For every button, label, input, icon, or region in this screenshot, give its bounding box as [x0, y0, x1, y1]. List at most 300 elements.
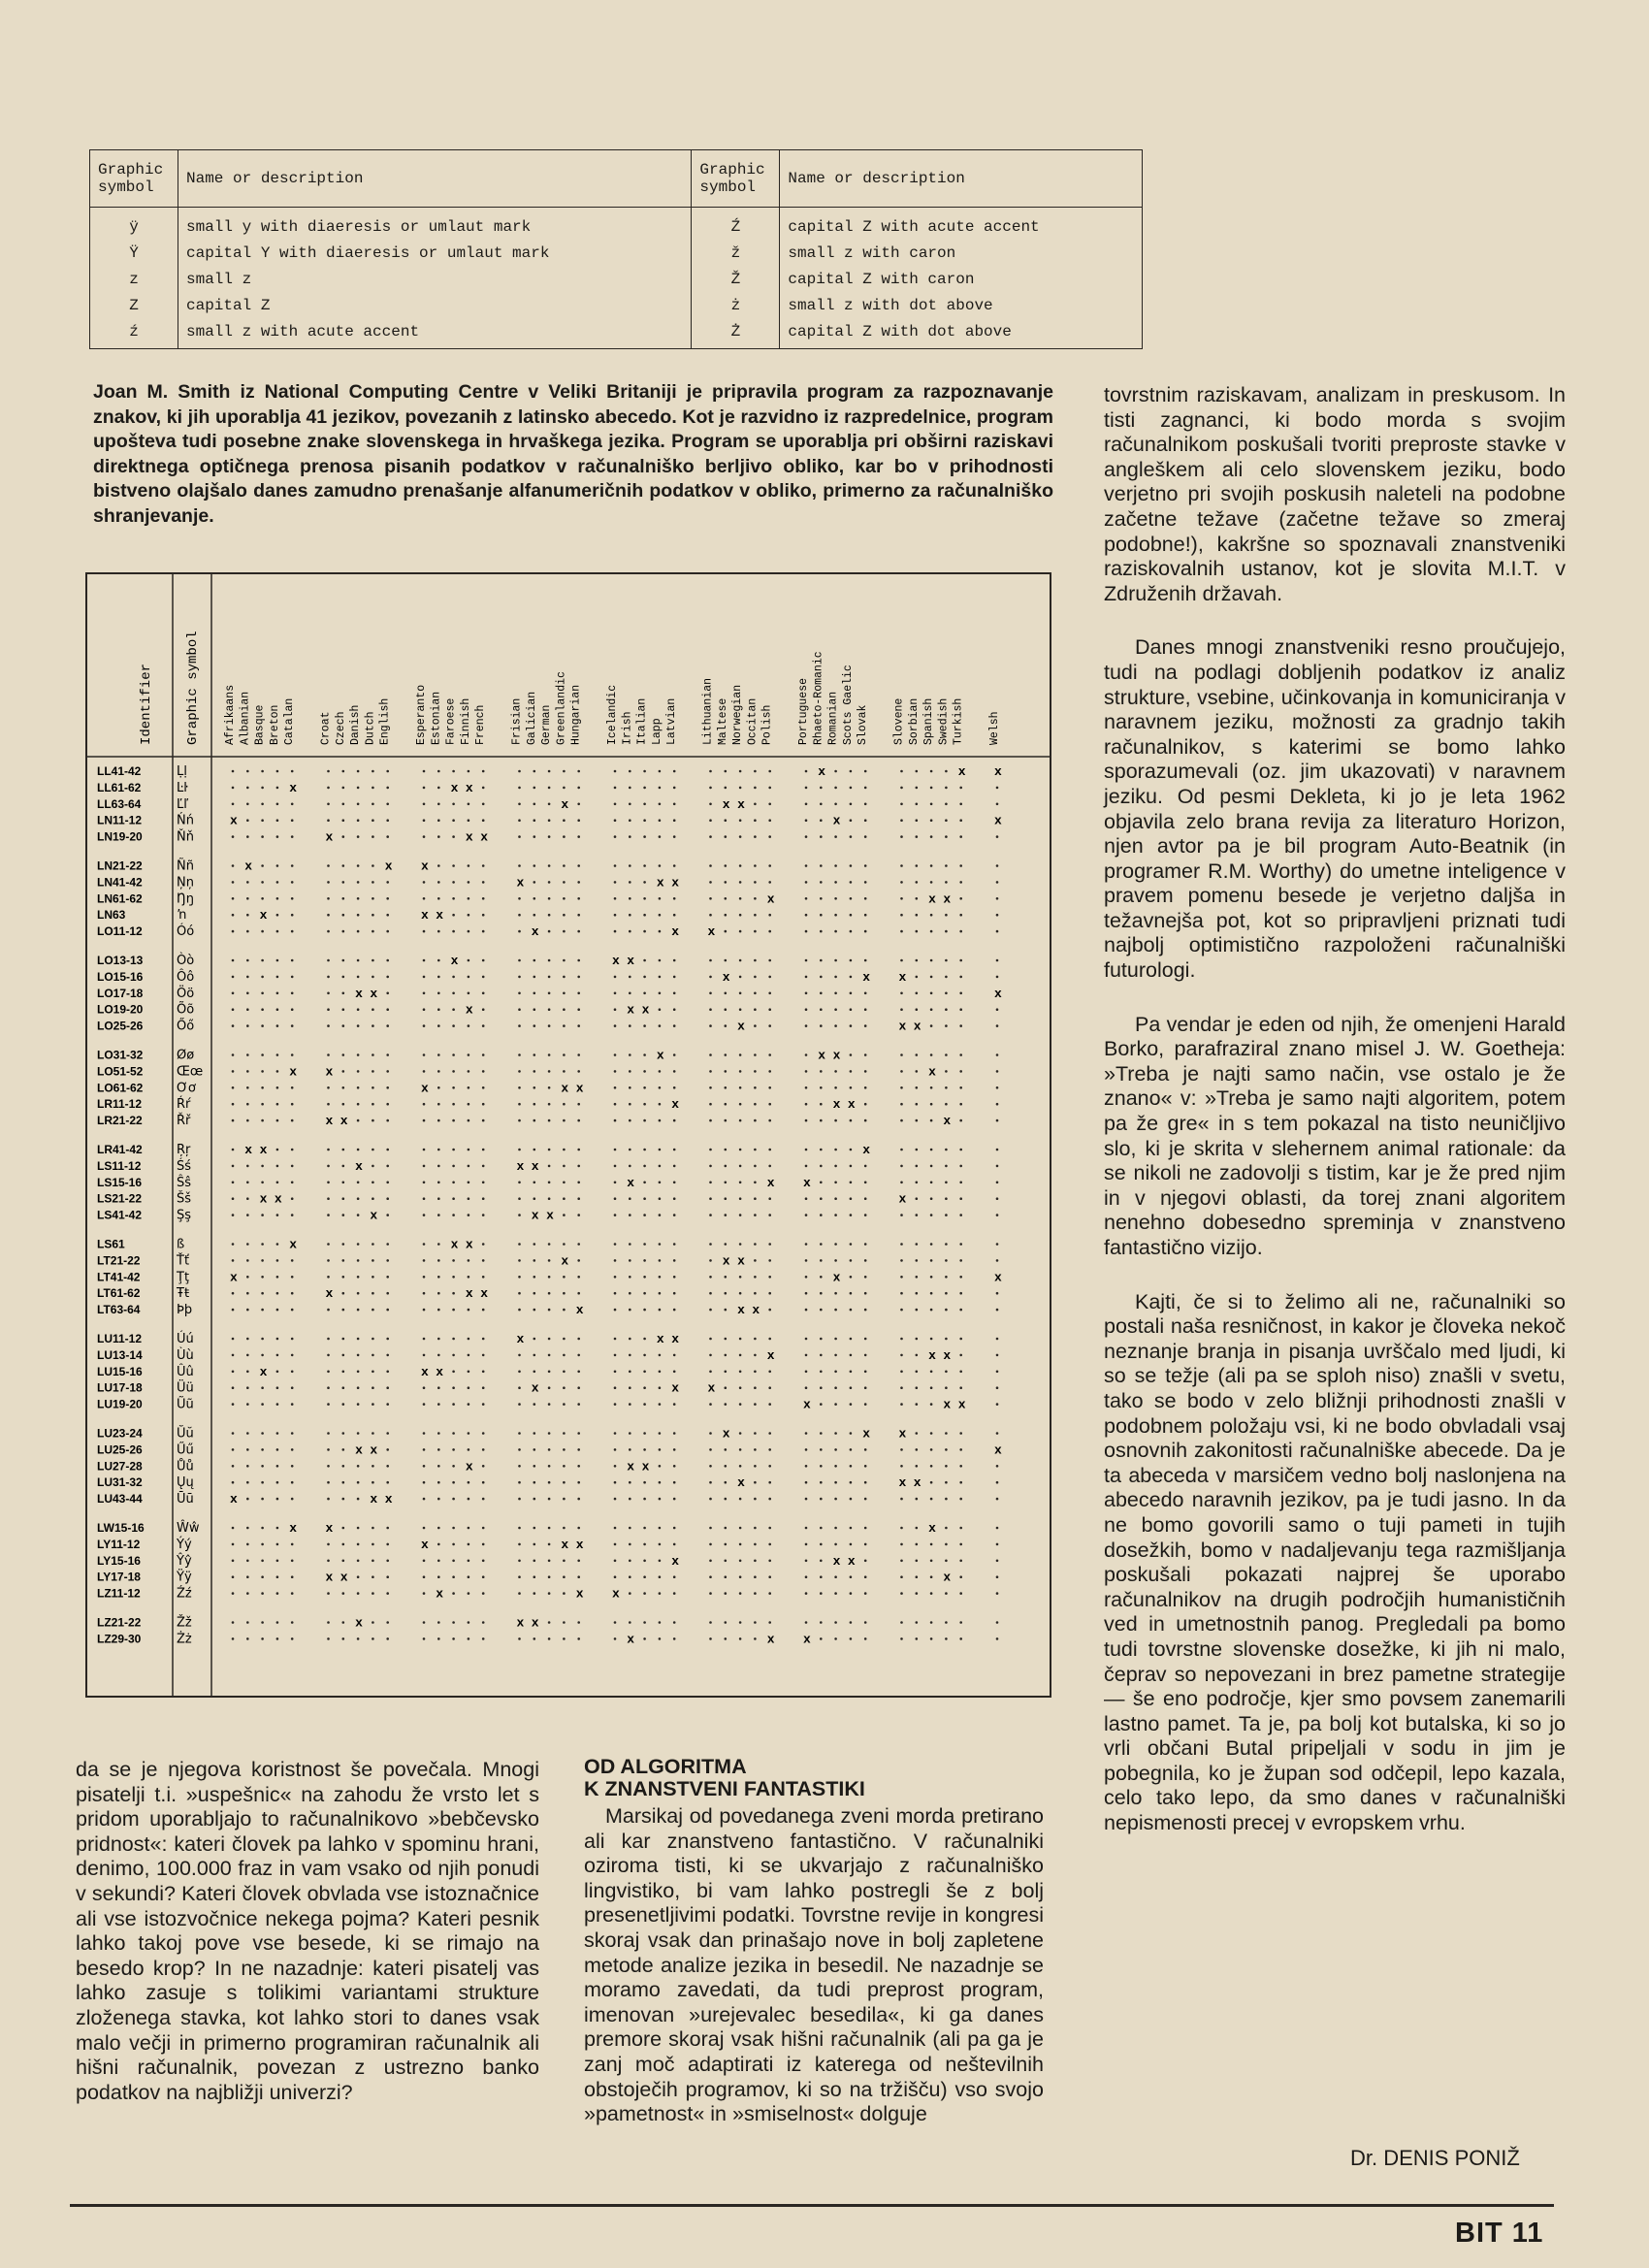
matrix-mark-dot — [386, 1448, 389, 1451]
matrix-mark-dot — [768, 1621, 771, 1624]
matrix-mark-dot — [850, 1465, 853, 1468]
matrix-mark-dot — [996, 897, 999, 900]
matrix-mark-dot — [482, 976, 485, 979]
matrix-mark-dot — [518, 1560, 521, 1563]
matrix-mark-dot — [468, 881, 470, 884]
matrix-mark-dot — [805, 1465, 808, 1468]
matrix-mark-dot — [518, 1637, 521, 1640]
matrix-mark-dot — [437, 1498, 440, 1501]
row-identifier: LO31-32 — [97, 1048, 144, 1062]
matrix-mark-dot — [276, 1575, 279, 1578]
matrix-mark-dot — [357, 787, 360, 790]
matrix-mark-dot — [482, 1070, 485, 1073]
matrix-mark-dot — [629, 1527, 631, 1530]
row-symbol: Ŋŋ — [177, 891, 194, 907]
row-symbol: ŉ — [177, 908, 187, 923]
matrix-mark-dot — [864, 1259, 867, 1262]
matrix-mark-dot — [629, 1560, 631, 1563]
matrix-mark-dot — [959, 959, 962, 962]
matrix-mark-dot — [725, 1403, 728, 1406]
matrix-mark-dot — [850, 1008, 853, 1011]
matrix-mark-dot — [768, 976, 771, 979]
matrix-mark-dot — [768, 1432, 771, 1435]
matrix-mark-dot — [916, 1338, 919, 1341]
matrix-mark-dot — [805, 1214, 808, 1216]
matrix-mark-dot — [834, 1403, 837, 1406]
matrix-mark-x: x — [612, 1586, 620, 1602]
matrix-mark-x: x — [370, 1442, 378, 1458]
matrix-mark-dot — [643, 1086, 646, 1089]
matrix-mark-dot — [261, 803, 264, 806]
matrix-mark-dot — [930, 930, 933, 933]
matrix-mark-dot — [659, 1498, 662, 1501]
row-symbol: Ńń — [177, 813, 194, 828]
matrix-mark-dot — [548, 1386, 551, 1389]
matrix-mark-dot — [930, 914, 933, 917]
matrix-mark-x: x — [847, 1553, 856, 1569]
matrix-mark-dot — [805, 1292, 808, 1295]
matrix-mark-x: x — [259, 1364, 268, 1379]
row-symbol: Ņņ — [177, 875, 194, 891]
matrix-mark-dot — [482, 959, 485, 962]
matrix-mark-dot — [996, 1354, 999, 1357]
matrix-mark-dot — [452, 770, 455, 773]
matrix-mark-x: x — [656, 1048, 664, 1063]
matrix-mark-dot — [754, 1403, 757, 1406]
row-identifier: LT41-42 — [97, 1270, 141, 1284]
matrix-mark-dot — [629, 881, 631, 884]
language-label: Albanian — [239, 691, 252, 745]
matrix-mark-dot — [739, 1197, 742, 1200]
matrix-mark-dot — [805, 1338, 808, 1341]
matrix-mark-dot — [548, 1543, 551, 1546]
table-cell-name: capital Z — [178, 292, 692, 318]
matrix-mark-dot — [548, 1354, 551, 1357]
matrix-mark-dot — [261, 1259, 264, 1262]
matrix-mark-dot — [482, 1149, 485, 1151]
matrix-mark-dot — [643, 864, 646, 867]
matrix-mark-dot — [820, 1386, 823, 1389]
matrix-mark-dot — [643, 1165, 646, 1168]
matrix-mark-dot — [357, 1214, 360, 1216]
matrix-mark-dot — [563, 1243, 566, 1246]
matrix-mark-dot — [548, 930, 551, 933]
matrix-mark-dot — [291, 1354, 294, 1357]
matrix-mark-dot — [930, 1008, 933, 1011]
matrix-mark-dot — [548, 1259, 551, 1262]
matrix-mark-dot — [246, 976, 249, 979]
matrix-mark-dot — [291, 1575, 294, 1578]
matrix-mark-dot — [820, 881, 823, 884]
matrix-mark-dot — [437, 1070, 440, 1073]
matrix-mark-dot — [357, 914, 360, 917]
matrix-mark-x: x — [450, 1237, 459, 1252]
matrix-mark-x: x — [832, 1270, 841, 1285]
matrix-mark-dot — [900, 1498, 903, 1501]
matrix-mark-dot — [959, 1309, 962, 1312]
matrix-mark-dot — [276, 1149, 279, 1151]
matrix-mark-dot — [291, 881, 294, 884]
matrix-mark-dot — [437, 803, 440, 806]
matrix-mark-dot — [276, 992, 279, 995]
matrix-mark-dot — [357, 959, 360, 962]
matrix-mark-x: x — [847, 1097, 856, 1113]
matrix-mark-dot — [659, 1149, 662, 1151]
matrix-mark-dot — [673, 1403, 676, 1406]
matrix-mark-dot — [805, 835, 808, 838]
matrix-mark-dot — [386, 1165, 389, 1168]
matrix-mark-dot — [342, 819, 345, 822]
matrix-mark-dot — [739, 1149, 742, 1151]
matrix-mark-dot — [232, 1119, 235, 1122]
matrix-mark-dot — [739, 930, 742, 933]
matrix-mark-dot — [614, 1182, 617, 1184]
matrix-mark-dot — [482, 1165, 485, 1168]
matrix-mark-dot — [659, 1119, 662, 1122]
matrix-mark-dot — [468, 1386, 470, 1389]
matrix-mark-dot — [577, 1165, 580, 1168]
matrix-mark-dot — [864, 1621, 867, 1624]
matrix-mark-dot — [232, 1371, 235, 1374]
matrix-mark-dot — [739, 1432, 742, 1435]
matrix-mark-dot — [232, 1575, 235, 1578]
matrix-mark-dot — [246, 1243, 249, 1246]
matrix-mark-dot — [482, 787, 485, 790]
matrix-mark-dot — [327, 1498, 330, 1501]
row-identifier: LN63 — [97, 908, 126, 923]
paragraph: Danes mnogi znanstveniki resno proučujejo, tudi na podlagi dobljenih podatkov iz analiz strukture, vsebine, učinkovanja in komuniciranja v naravnem jeziku, možnosti za gradnjo takih računalnikov, s katerimi se bomo lahko sporazumevali (oz. jim ukazovati) v naravnem jeziku. Od pesmi Dekleta, ki jo je leta 1962 objavila zelo brana revija za literaturo Horizon, njen avtor pa je bil program Auto-Beatnik (in programer R.M. Worthy) do umetne inteligence v pravem pomenu besede je verjetno daljša in težavnejša pot, kot so pripravljeni priznati tudi najbolj optimistično razpoloženi računalniški futurologi. — [1104, 635, 1566, 983]
matrix-mark-dot — [916, 1182, 919, 1184]
matrix-mark-dot — [768, 1103, 771, 1106]
matrix-mark-dot — [659, 992, 662, 995]
matrix-mark-x: x — [671, 875, 680, 891]
matrix-mark-dot — [518, 992, 521, 995]
matrix-mark-dot — [754, 1371, 757, 1374]
matrix-mark-x: x — [355, 1158, 363, 1174]
table-row — [90, 292, 1143, 318]
matrix-mark-x: x — [575, 1586, 584, 1602]
matrix-mark-x: x — [244, 1143, 253, 1157]
matrix-mark-dot — [725, 770, 728, 773]
matrix-mark-dot — [945, 1149, 948, 1151]
matrix-mark-dot — [820, 1354, 823, 1357]
matrix-mark-dot — [916, 1119, 919, 1122]
section-heading — [584, 1756, 1044, 1800]
matrix-mark-dot — [709, 1403, 712, 1406]
matrix-mark-dot — [643, 881, 646, 884]
row-identifier: LU43-44 — [97, 1492, 143, 1507]
matrix-mark-dot — [276, 864, 279, 867]
matrix-mark-dot — [423, 1448, 426, 1451]
row-identifier: LY15-16 — [97, 1553, 141, 1568]
matrix-mark-x: x — [325, 1286, 334, 1302]
matrix-mark-dot — [916, 1292, 919, 1295]
matrix-mark-dot — [548, 1637, 551, 1640]
matrix-mark-dot — [342, 1560, 345, 1563]
matrix-mark-dot — [725, 1053, 728, 1056]
matrix-mark-dot — [629, 1403, 631, 1406]
matrix-mark-dot — [900, 787, 903, 790]
matrix-mark-dot — [246, 1070, 249, 1073]
matrix-mark-dot — [614, 787, 617, 790]
matrix-mark-dot — [629, 835, 631, 838]
matrix-mark-dot — [739, 1498, 742, 1501]
matrix-mark-dot — [709, 1575, 712, 1578]
matrix-mark-dot — [342, 1543, 345, 1546]
matrix-mark-dot — [423, 770, 426, 773]
matrix-mark-dot — [834, 770, 837, 773]
matrix-mark-dot — [629, 1371, 631, 1374]
row-identifier: LY17-18 — [97, 1570, 141, 1584]
row-symbol: Õõ — [177, 1002, 195, 1018]
matrix-mark-dot — [437, 1481, 440, 1484]
matrix-mark-dot — [709, 1481, 712, 1484]
matrix-mark-dot — [996, 787, 999, 790]
matrix-mark-dot — [437, 1276, 440, 1279]
matrix-mark-dot — [659, 1543, 662, 1546]
matrix-mark-dot — [548, 897, 551, 900]
matrix-mark-dot — [959, 864, 962, 867]
matrix-mark-dot — [820, 1024, 823, 1027]
matrix-mark-dot — [327, 1403, 330, 1406]
matrix-mark-dot — [232, 881, 235, 884]
row-identifier: LW15-16 — [97, 1521, 145, 1535]
matrix-mark-x: x — [898, 1475, 907, 1491]
table-cell-name: small z with caron — [780, 240, 1143, 266]
matrix-mark-dot — [754, 1214, 757, 1216]
matrix-mark-dot — [357, 1432, 360, 1435]
matrix-mark-dot — [357, 1637, 360, 1640]
matrix-mark-dot — [261, 1481, 264, 1484]
matrix-mark-x: x — [641, 1459, 650, 1474]
matrix-mark-dot — [437, 1621, 440, 1624]
matrix-mark-x: x — [898, 969, 907, 985]
matrix-mark-dot — [452, 1621, 455, 1624]
matrix-mark-dot — [643, 1403, 646, 1406]
matrix-mark-dot — [900, 1008, 903, 1011]
matrix-mark-dot — [452, 1338, 455, 1341]
matrix-mark-x: x — [957, 764, 966, 779]
matrix-mark-dot — [900, 1243, 903, 1246]
matrix-mark-dot — [614, 1338, 617, 1341]
matrix-mark-dot — [614, 819, 617, 822]
matrix-mark-dot — [548, 914, 551, 917]
matrix-mark-dot — [820, 803, 823, 806]
matrix-mark-dot — [864, 1354, 867, 1357]
matrix-mark-dot — [643, 1149, 646, 1151]
matrix-mark-dot — [850, 1543, 853, 1546]
matrix-mark-dot — [232, 1621, 235, 1624]
matrix-mark-dot — [246, 1592, 249, 1595]
matrix-mark-dot — [643, 1621, 646, 1624]
matrix-mark-dot — [739, 1008, 742, 1011]
matrix-mark-dot — [614, 1527, 617, 1530]
row-symbol: Ůů — [177, 1459, 194, 1474]
matrix-mark-dot — [261, 1432, 264, 1435]
matrix-mark-dot — [673, 1575, 676, 1578]
matrix-mark-x: x — [370, 1208, 378, 1223]
matrix-mark-dot — [805, 819, 808, 822]
matrix-mark-dot — [357, 835, 360, 838]
matrix-mark-dot — [437, 1338, 440, 1341]
matrix-mark-dot — [437, 1149, 440, 1151]
row-symbol: Ơơ — [177, 1081, 196, 1096]
matrix-mark-dot — [246, 1276, 249, 1279]
matrix-mark-dot — [548, 1197, 551, 1200]
matrix-mark-x: x — [862, 1426, 871, 1442]
matrix-mark-dot — [996, 1024, 999, 1027]
matrix-mark-dot — [754, 1149, 757, 1151]
matrix-mark-dot — [916, 976, 919, 979]
matrix-mark-dot — [563, 1149, 566, 1151]
language-label: Italian — [635, 697, 649, 745]
matrix-mark-dot — [468, 819, 470, 822]
matrix-mark-dot — [563, 930, 566, 933]
matrix-mark-dot — [357, 1008, 360, 1011]
matrix-mark-dot — [850, 835, 853, 838]
matrix-mark-dot — [357, 1292, 360, 1295]
matrix-mark-dot — [673, 914, 676, 917]
matrix-mark-dot — [709, 1637, 712, 1640]
matrix-mark-dot — [232, 1465, 235, 1468]
matrix-mark-x: x — [561, 1081, 569, 1096]
row-identifier: LZ29-30 — [97, 1632, 142, 1646]
matrix-mark-dot — [629, 1070, 631, 1073]
matrix-mark-dot — [437, 976, 440, 979]
language-label: Slovak — [857, 704, 870, 745]
matrix-mark-dot — [276, 1498, 279, 1501]
matrix-mark-dot — [452, 1371, 455, 1374]
matrix-mark-dot — [996, 1403, 999, 1406]
matrix-mark-dot — [673, 1149, 676, 1151]
language-label: Lithuanian — [701, 677, 715, 745]
matrix-mark-dot — [864, 1527, 867, 1530]
matrix-mark-dot — [739, 1621, 742, 1624]
matrix-mark-dot — [805, 1560, 808, 1563]
matrix-mark-dot — [342, 1481, 345, 1484]
matrix-mark-dot — [437, 1024, 440, 1027]
matrix-mark-dot — [820, 930, 823, 933]
matrix-mark-dot — [372, 1386, 374, 1389]
matrix-mark-dot — [739, 770, 742, 773]
matrix-mark-dot — [614, 770, 617, 773]
matrix-mark-dot — [342, 897, 345, 900]
matrix-mark-dot — [577, 992, 580, 995]
matrix-mark-dot — [614, 1165, 617, 1168]
row-identifier: LT21-22 — [97, 1253, 141, 1268]
matrix-mark-dot — [725, 835, 728, 838]
matrix-mark-dot — [534, 803, 536, 806]
matrix-mark-x: x — [994, 813, 1002, 828]
matrix-mark-dot — [518, 1292, 521, 1295]
matrix-mark-dot — [850, 1354, 853, 1357]
matrix-mark-dot — [261, 897, 264, 900]
matrix-mark-dot — [468, 1560, 470, 1563]
matrix-mark-x: x — [766, 1175, 775, 1190]
row-symbol: Œœ — [177, 1064, 204, 1080]
matrix-mark-dot — [276, 1403, 279, 1406]
matrix-mark-dot — [820, 1165, 823, 1168]
matrix-mark-dot — [452, 1259, 455, 1262]
matrix-mark-dot — [342, 1621, 345, 1624]
matrix-mark-dot — [916, 787, 919, 790]
matrix-mark-dot — [518, 1592, 521, 1595]
row-identifier: LO19-20 — [97, 1002, 144, 1017]
matrix-mark-dot — [725, 930, 728, 933]
matrix-mark-dot — [614, 1481, 617, 1484]
matrix-mark-dot — [725, 881, 728, 884]
matrix-mark-dot — [754, 1338, 757, 1341]
matrix-mark-x: x — [957, 1397, 966, 1412]
row-symbol: Ŀŀ — [177, 780, 188, 795]
matrix-mark-dot — [563, 835, 566, 838]
matrix-mark-x: x — [289, 1237, 298, 1252]
matrix-mark-dot — [534, 1024, 536, 1027]
row-identifier: LO17-18 — [97, 986, 144, 1000]
matrix-mark-dot — [768, 1498, 771, 1501]
matrix-mark-dot — [276, 1276, 279, 1279]
matrix-mark-x: x — [832, 813, 841, 828]
matrix-mark-dot — [518, 1149, 521, 1151]
matrix-mark-dot — [900, 1637, 903, 1640]
matrix-mark-dot — [959, 1149, 962, 1151]
matrix-mark-dot — [805, 770, 808, 773]
matrix-mark-dot — [754, 1465, 757, 1468]
matrix-mark-dot — [725, 1197, 728, 1200]
matrix-mark-dot — [820, 1371, 823, 1374]
language-label: Icelandic — [606, 684, 619, 745]
matrix-mark-x: x — [575, 1081, 584, 1096]
matrix-mark-dot — [342, 1292, 345, 1295]
matrix-mark-dot — [959, 1637, 962, 1640]
matrix-mark-dot — [577, 1214, 580, 1216]
matrix-mark-x: x — [531, 1158, 539, 1174]
matrix-mark-dot — [864, 1448, 867, 1451]
table-cell-name: small y with diaeresis or umlaut mark — [178, 208, 692, 241]
matrix-mark-dot — [386, 897, 389, 900]
matrix-mark-dot — [518, 1103, 521, 1106]
matrix-mark-dot — [673, 1309, 676, 1312]
matrix-mark-x: x — [561, 1537, 569, 1552]
matrix-mark-dot — [437, 1354, 440, 1357]
matrix-mark-x: x — [898, 1019, 907, 1034]
matrix-mark-dot — [357, 1276, 360, 1279]
matrix-mark-dot — [372, 1053, 374, 1056]
matrix-mark-dot — [820, 1119, 823, 1122]
matrix-mark-dot — [805, 1259, 808, 1262]
matrix-mark-dot — [548, 1292, 551, 1295]
matrix-mark-dot — [357, 1103, 360, 1106]
matrix-mark-dot — [805, 1432, 808, 1435]
matrix-mark-dot — [437, 897, 440, 900]
matrix-mark-dot — [930, 959, 933, 962]
matrix-mark-dot — [916, 1560, 919, 1563]
matrix-mark-x: x — [612, 954, 620, 968]
matrix-mark-dot — [327, 1243, 330, 1246]
matrix-mark-dot — [291, 1465, 294, 1468]
matrix-mark-dot — [327, 1543, 330, 1546]
matrix-mark-dot — [548, 881, 551, 884]
matrix-mark-dot — [261, 1292, 264, 1295]
matrix-mark-dot — [659, 1560, 662, 1563]
matrix-mark-dot — [534, 1008, 536, 1011]
matrix-mark-dot — [452, 1070, 455, 1073]
matrix-mark-dot — [725, 1276, 728, 1279]
matrix-mark-dot — [534, 1465, 536, 1468]
matrix-mark-dot — [342, 1527, 345, 1530]
matrix-mark-dot — [468, 770, 470, 773]
matrix-mark-dot — [291, 1432, 294, 1435]
